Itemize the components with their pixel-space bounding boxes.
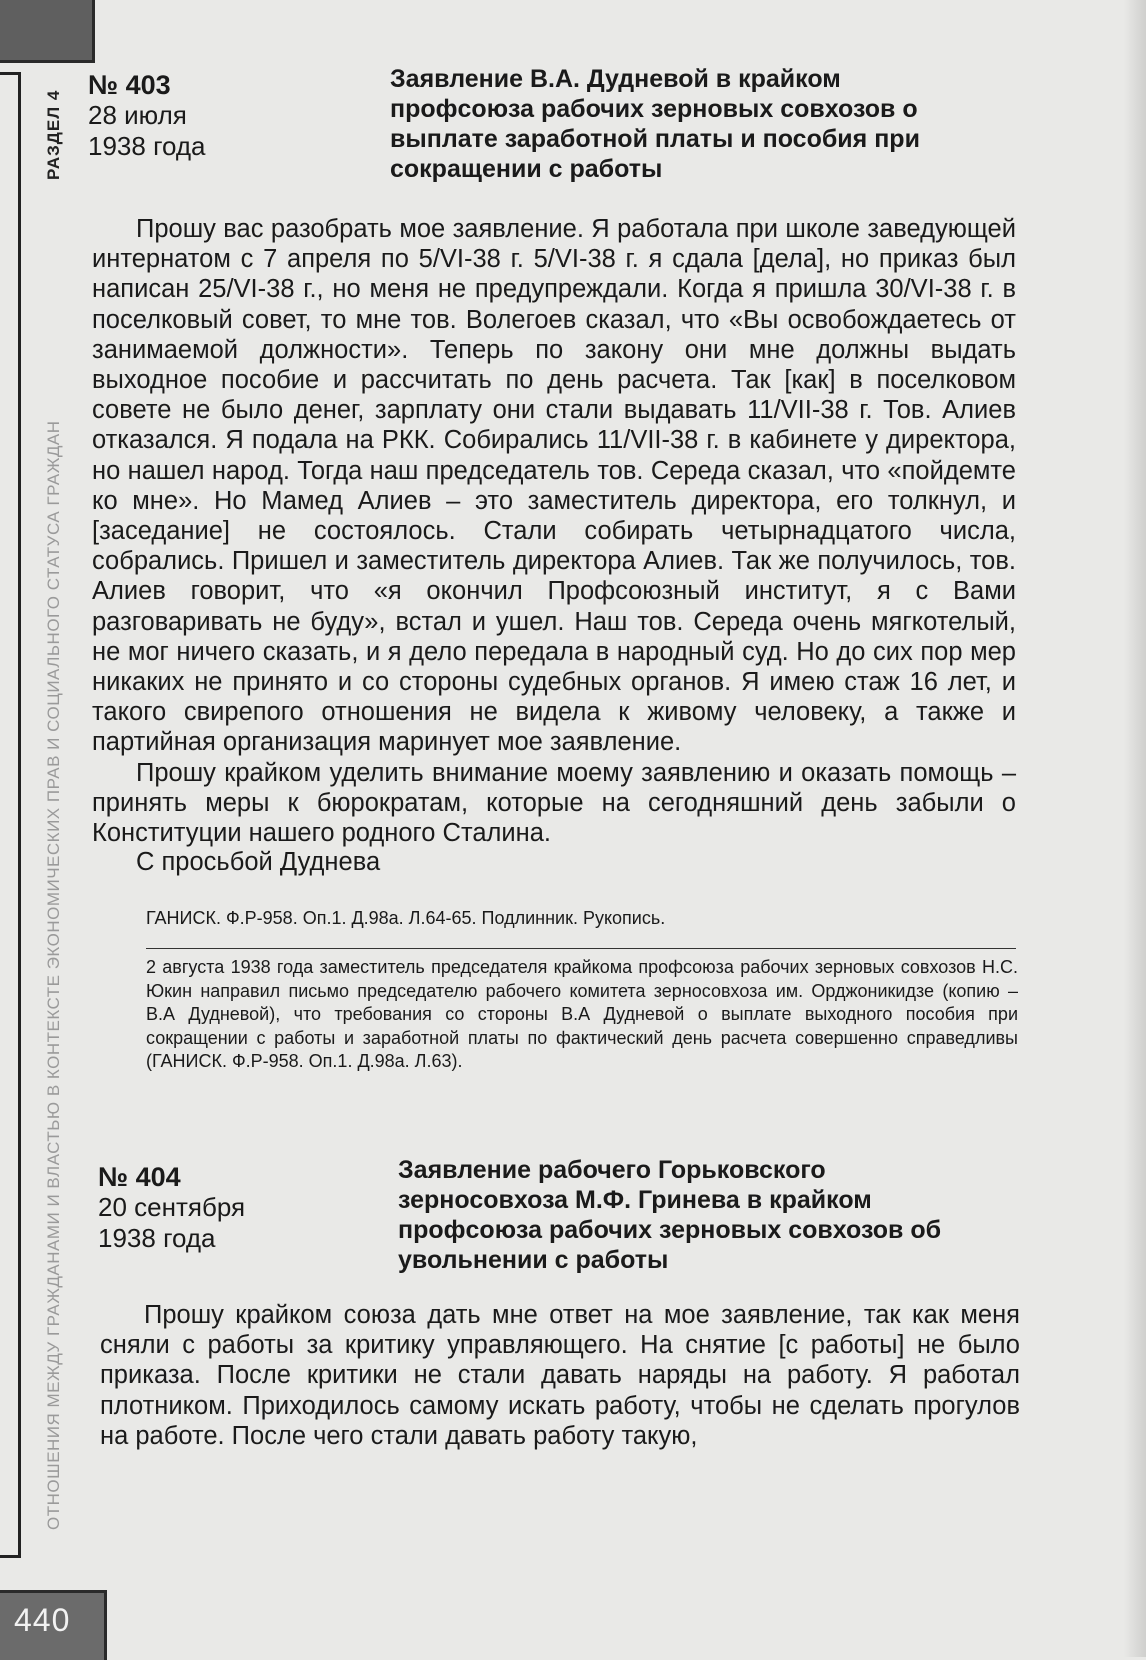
side-caption: ОТНОШЕНИЯ МЕЖДУ ГРАЖДАНАМИ И ВЛАСТЬЮ В КОНТЕКСТЕ ЭКОНОМИЧЕСКИХ ПРАВ И СОЦИАЛЬНОГО СТАТУСА ГРАЖДАН [44, 420, 63, 1530]
section-label: РАЗДЕЛ 4 [44, 89, 63, 180]
doc-404-body [100, 1300, 1020, 1451]
doc-403-number: № 403 [88, 70, 171, 100]
doc-404-title: Заявление рабочего Горьковского зерносовхоза М.Ф. Гринева в крайком профсоюза рабочих зерновых совхозов об увольнении с работы [398, 1156, 942, 1274]
doc-403-source: ГАНИСК. Ф.Р-958. Оп.1. Д.98а. Л.64-65. Подлинник. Рукопись. [146, 908, 666, 928]
doc-403-date-day: 28 июля [88, 100, 187, 130]
note-divider [146, 948, 1016, 949]
doc-404-paragraph: Прошу крайком союза дать мне ответ на мое заявление, так как меня сняли с работы за критику управляющего. На снятие [с работы] не было приказа. После критики не стали давать наряды на работу. Я работал плотником. Приходилось самому искать работу, чтобы не сделать прогулов на работе. После чего стали давать работу такую, [100, 1301, 1020, 1450]
doc-404-date-day: 20 сентября [98, 1192, 246, 1222]
doc-403-body [92, 214, 1016, 848]
doc-403-title: Заявление В.А. Дудневой в крайком профсоюза рабочих зерновых совхозов о выплате заработной платы и пособия при сокращении с работы [390, 65, 920, 183]
page-number: 440 [14, 1602, 71, 1638]
top-corner-tab [0, 0, 95, 63]
doc-404-number: № 404 [98, 1162, 181, 1192]
side-margin-rule [0, 72, 21, 1558]
doc-403-paragraph: Прошу крайком уделить внимание моему заявлению и оказать помощь – принять меры к бюрократам, которые на сегодняшний день забыли о Конституции нашего родного Сталина. [92, 758, 1016, 848]
doc-404-date-year: 1938 года [98, 1223, 216, 1253]
page-edge-shadow [1124, 0, 1146, 1657]
doc-403-signature: С просьбой Дуднева [136, 848, 381, 876]
doc-403-paragraph: Прошу вас разобрать мое заявление. Я работала при школе заведующей интернатом с 7 апреля по 5/VI-38 г. 5/VI-38 г. я сдала [дела], но приказ был написан 25/VI-38 г., но меня не предупреждали. Когда я пришла 30/VI-38 г. в поселковый совет, то мне тов. Волегоев сказал, что «Вы освобождаетесь от занимаемой должности». Теперь по закону они мне должны выдать выходное пособие и рассчитать по день расчета. Так [как] в поселковом совете не было денег, зарплату они стали выдавать 11/VII-38 г. Тов. Алиев отказался. Я подала на РКК. Собирались 11/VII-38 г. в кабинете у директора, но нашел народ. Тогда наш председатель тов. Середа сказал, что «пойдемте ко мне». Но Мамед Алиев – это заместитель директора, его толкнул, и [заседание] не состоялось. Стали собирать четырнадцатого числа, собрались. Пришел и заместитель директора Алиев. Так же получилось, тов. Алиев говорит, что «я окончил Профсоюзный институт, я с Вами разговаривать не буду», встал и ушел. Наш тов. Середа очень мягкотелый, не мог ничего сказать, и я дело передала в народный суд. Но до сих пор мер никаких не принято и со стороны судебных органов. Я имею стаж 16 лет, и такого свирепого отношения не видела к живому человеку, а также и партийная организация маринует мое заявление. [92, 215, 1016, 757]
doc-403-editorial-note: 2 августа 1938 года заместитель председателя крайкома профсоюза рабочих зерновых совхозов Н.С. Юкин направил письмо председателю рабочего комитета зерносовхоза им. Орджоникидзе (копию – В.А Дудневой), что требования со стороны В.А Дудневой о выплате выходного пособия при сокращении с работы и заработной платы по фактический день расчета совершенно справедливы (ГАНИСК. Ф.Р-958. Оп.1. Д.98а. Л.63). [146, 957, 1018, 1072]
doc-403-date-year: 1938 года [88, 131, 206, 161]
